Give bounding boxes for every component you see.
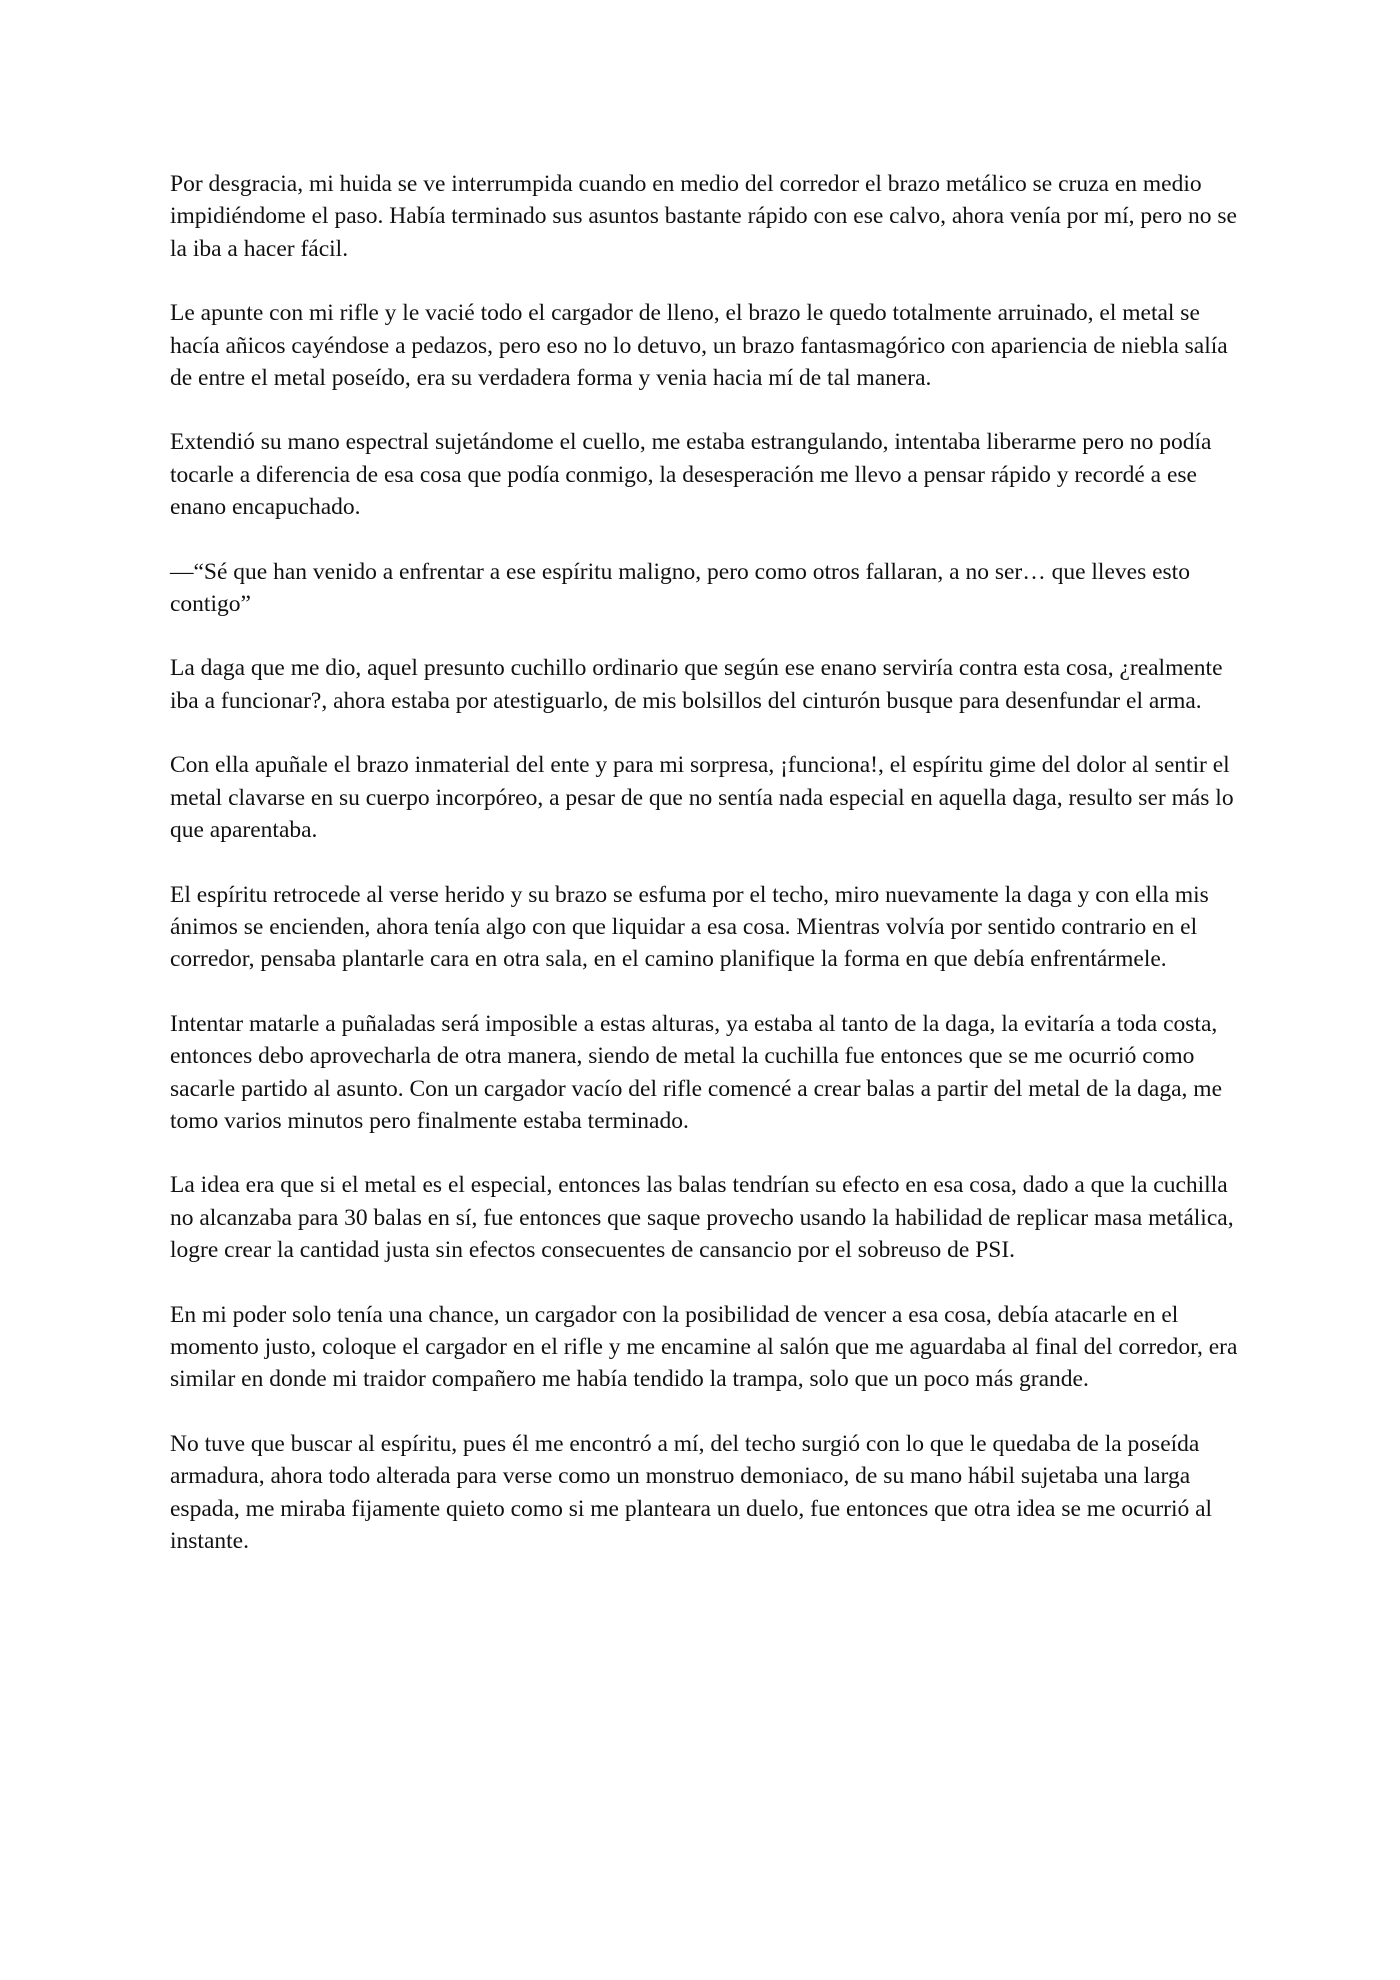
paragraph-4: —“Sé que han venido a enfrentar a ese espíritu maligno, pero como otros fallaran, a no ser… que lleves esto contigo” [170, 558, 1190, 618]
paragraph-9: La idea era que si el metal es el especial, entonces las balas tendrían su efecto en esa cosa, dado a que la cuchilla no alcanzaba para 30 balas en sí, fue entonces que saque provecho usando la habilidad de replicar masa metálica, logre crear la cantidad justa sin efectos consecuentes de cansancio por el sobreuso de PSI. [170, 1172, 1234, 1264]
document-page [170, 168, 1240, 1589]
paragraph-2: Le apunte con mi rifle y le vacié todo el cargador de lleno, el brazo le quedo totalmente arruinado, el metal se hacía añicos cayéndose a pedazos, pero eso no lo detuvo, un brazo fantasmagórico con apariencia de niebla salía de entre el metal poseído, era su verdadera forma y venia hacia mí de tal manera. [170, 300, 1228, 392]
paragraph-6: Con ella apuñale el brazo inmaterial del ente y para mi sorpresa, ¡funciona!, el espíritu gime del dolor al sentir el metal clavarse en su cuerpo incorpóreo, a pesar de que no sentía nada especial en aquella daga, resulto ser más lo que aparentaba. [170, 752, 1234, 844]
paragraph-7: El espíritu retrocede al verse herido y su brazo se esfuma por el techo, miro nuevamente la daga y con ella mis ánimos se encienden, ahora tenía algo con que liquidar a esa cosa. Mientras volvía por sentido contrario en el corredor, pensaba plantarle cara en otra sala, en el camino planifique la forma en que debía enfrentármele. [170, 881, 1209, 973]
paragraph-5: La daga que me dio, aquel presunto cuchillo ordinario que según ese enano serviría contra esta cosa, ¿realmente iba a funcionar?, ahora estaba por atestiguarlo, de mis bolsillos del cinturón busque para desenfundar el arma. [170, 655, 1223, 714]
paragraph-3: Extendió su mano espectral sujetándome el cuello, me estaba estrangulando, intentaba liberarme pero no podía tocarle a diferencia de esa cosa que podía conmigo, la desesperación me llevo a pensar rápido y recordé a ese enano encapuchado. [170, 429, 1212, 521]
paragraph-10: En mi poder solo tenía una chance, un cargador con la posibilidad de vencer a esa cosa, debía atacarle en el momento justo, coloque el cargador en el rifle y me encamine al salón que me aguardaba al final del corredor, era similar en donde mi traidor compañero me había tendido la trampa, solo que un poco más grande. [170, 1301, 1238, 1393]
paragraph-8: Intentar matarle a puñaladas será imposible a estas alturas, ya estaba al tanto de la daga, la evitaría a toda costa, entonces debo aprovecharla de otra manera, siendo de metal la cuchilla fue entonces que se me ocurrió como sacarle partido al asunto. Con un cargador vacío del rifle comencé a crear balas a partir del metal de la daga, me tomo varios minutos pero finalmente estaba terminado. [170, 1010, 1223, 1134]
paragraph-1: Por desgracia, mi huida se ve interrumpida cuando en medio del corredor el brazo metálico se cruza en medio impidiéndome el paso. Había terminado sus asuntos bastante rápido con ese calvo, ahora venía por mí, pero no se la iba a hacer fácil. [170, 171, 1237, 262]
paragraph-11: No tuve que buscar al espíritu, pues él me encontró a mí, del techo surgió con lo que le quedaba de la poseída armadura, ahora todo alterada para verse como un monstruo demoniaco, de su mano hábil sujetaba una larga espada, me miraba fijamente quieto como si me planteara un duelo, fue entonces que otra idea se me ocurrió al instante. [170, 1430, 1213, 1554]
